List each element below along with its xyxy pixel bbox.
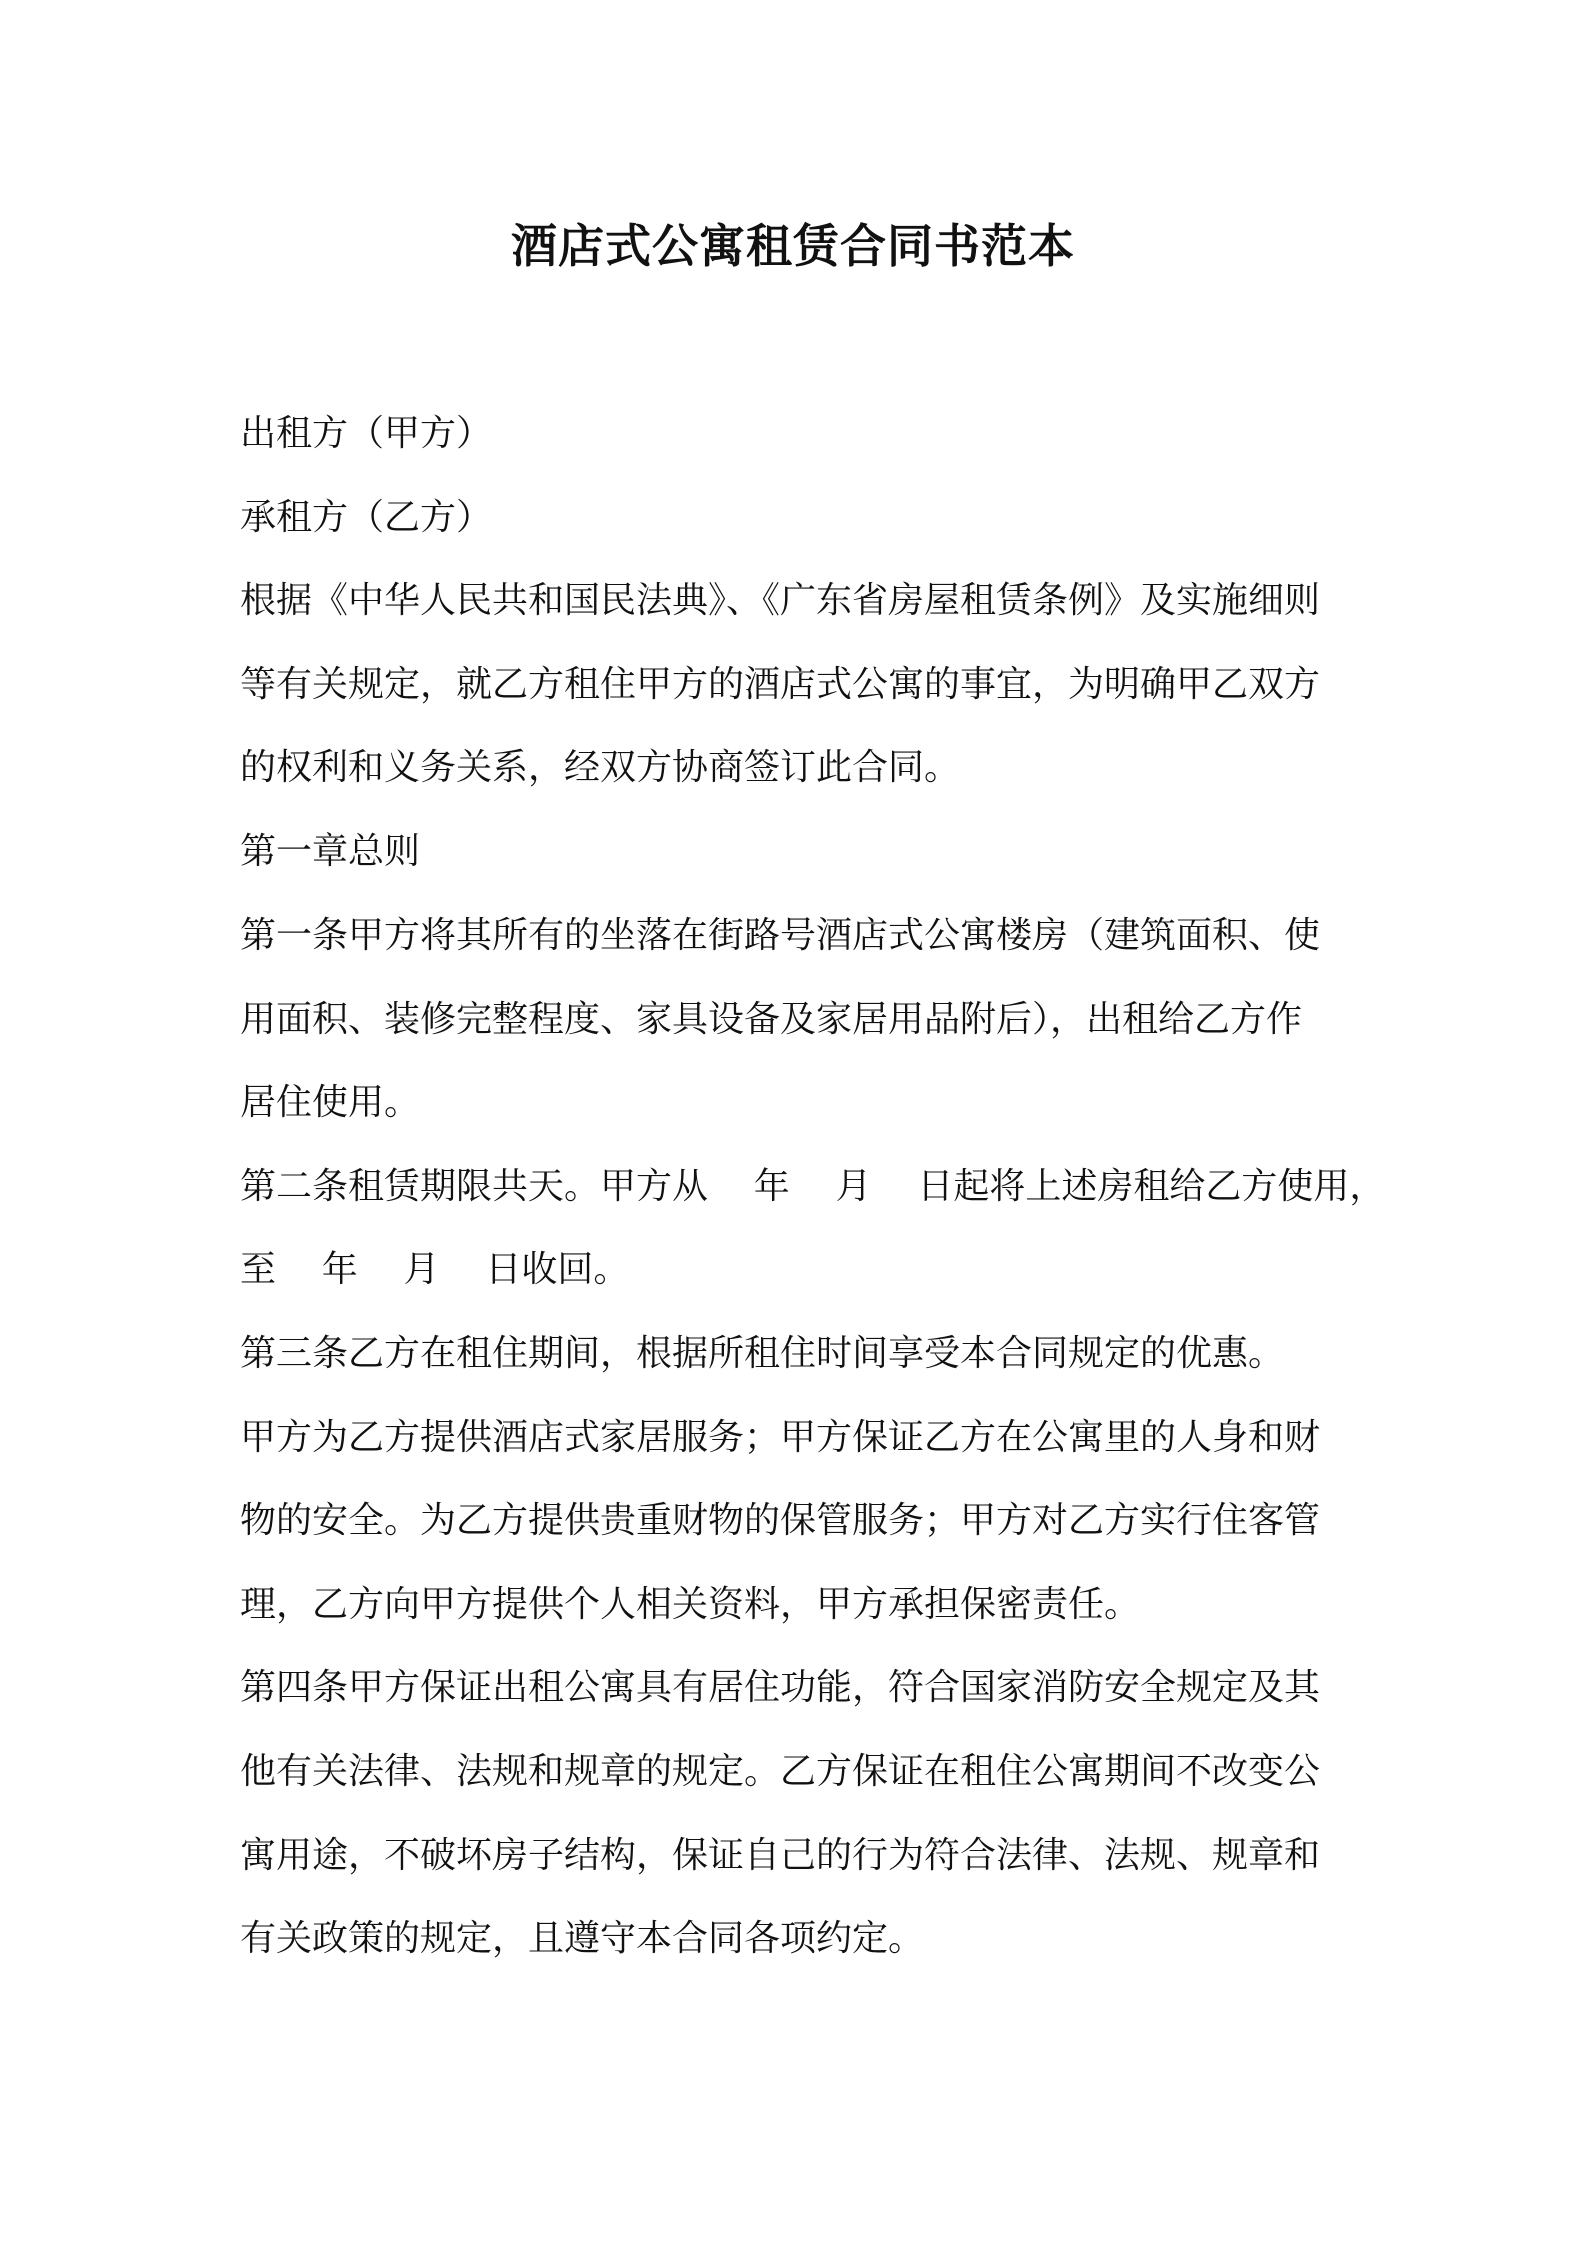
preamble-line-2: 等有关规定，就乙方租住甲方的酒店式公寓的事宜，为明确甲乙双方	[240, 664, 1321, 705]
article-1-line-1: 第一条甲方将其所有的坐落在街路号酒店式公寓楼房（建筑面积、使	[240, 915, 1321, 956]
article-4-line-2: 他有关法律、法规和规章的规定。乙方保证在租住公寓期间不改变公	[240, 1751, 1321, 1792]
document-title: 酒店式公寓租赁合同书范本	[511, 219, 1075, 273]
article-2-line-2: 至 年 月 日收回。	[240, 1249, 630, 1290]
article-2-line-1: 第二条租赁期限共天。甲方从 年 月 日起将上述房租给乙方使用，	[240, 1166, 1386, 1207]
article-3-line-2: 甲方为乙方提供酒店式家居服务；甲方保证乙方在公寓里的人身和财	[240, 1417, 1321, 1458]
line-lessor: 出租方（甲方）	[240, 413, 493, 454]
preamble-line-1: 根据《中华人民共和国民法典》、《广东省房屋租赁条例》及实施细则	[240, 580, 1321, 621]
article-3-line-4: 理，乙方向甲方提供个人相关资料，甲方承担保密责任。	[240, 1584, 1141, 1625]
article-3-line-1: 第三条乙方在租住期间，根据所租住时间享受本合同规定的优惠。	[240, 1333, 1285, 1374]
preamble-line-3: 的权利和义务关系，经双方协商签订此合同。	[240, 747, 961, 788]
article-4-line-1: 第四条甲方保证出租公寓具有居住功能，符合国家消防安全规定及其	[240, 1667, 1321, 1708]
chapter-heading: 第一章总则	[240, 831, 421, 872]
article-1-line-3: 居住使用。	[240, 1082, 421, 1123]
article-3-line-3: 物的安全。为乙方提供贵重财物的保管服务；甲方对乙方实行住客管	[240, 1500, 1321, 1541]
article-4-line-4: 有关政策的规定，且遵守本合同各项约定。	[240, 1918, 925, 1959]
line-lessee: 承租方（乙方）	[240, 497, 493, 538]
article-1-line-2: 用面积、装修完整程度、家具设备及家居用品附后），出租给乙方作	[240, 999, 1303, 1040]
article-4-line-3: 寓用途，不破坏房子结构，保证自己的行为符合法律、法规、规章和	[240, 1835, 1321, 1876]
